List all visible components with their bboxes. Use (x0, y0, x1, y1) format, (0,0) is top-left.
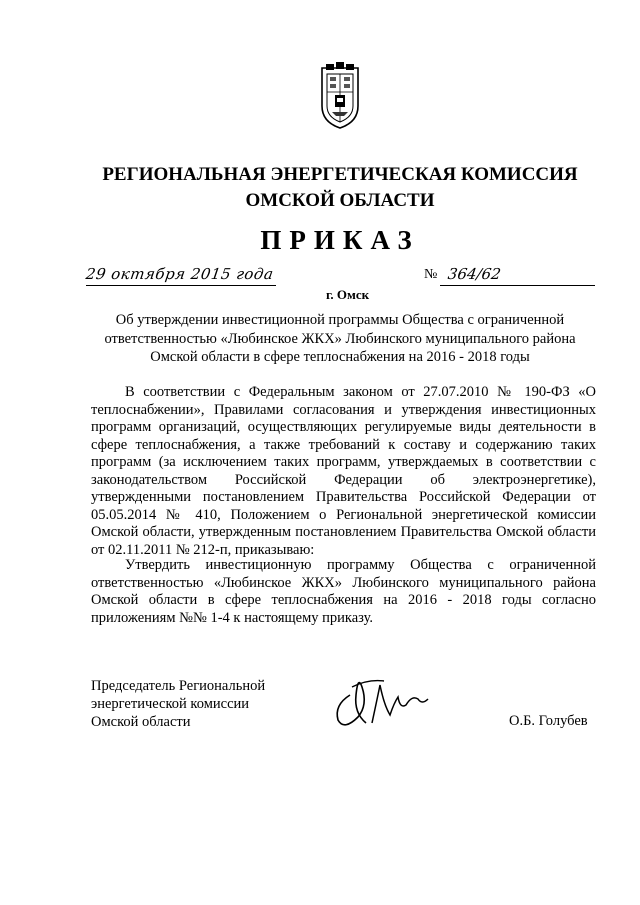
document-date: 29 октября 2015 года (84, 265, 275, 283)
body-paragraph-1: В соответствии с Федеральным законом от 27.07.2010 № 190-ФЗ «О теплоснабжении», Правилами согласования и утверждения инвестиционных программ организаций, осуществляющих регулируемые виды деятельности в сфере теплоснабжения, а также требований к составу и содержанию таких программ (за исключением таких программ, утверждаемых в соответствии с законодательством Российской Федерации об электроэнергетике), утвержденными постановлением Правительства Российской Федерации от 05.05.2014 № 410, Положением о Региональной энергетической комиссии Омской области, утвержденным постановлением Правительства Омской области от 02.11.2011 № 212-п, приказываю: (91, 384, 596, 558)
document-subject: Об утверждении инвестиционной программы Общества с ограниченной ответственностью «Любинское ЖКХ» Любинского муниципального района Омской области в сфере теплоснабжения на 2016 - 2018 годы (104, 312, 576, 365)
signer-position-line2: энергетической комиссии (91, 696, 250, 712)
signer-name: О.Б. Голубев (509, 713, 588, 729)
document-title: ПРИКАЗ (260, 225, 420, 255)
document-number: 364/62 (446, 265, 503, 283)
organization-name-line1: РЕГИОНАЛЬНАЯ ЭНЕРГЕТИЧЕСКАЯ КОМИССИЯ (102, 164, 578, 185)
signer-position (91, 677, 265, 731)
number-label: № (424, 267, 438, 282)
coat-of-arms-emblem (318, 62, 362, 132)
organization-name-line2: ОМСКОЙ ОБЛАСТИ (245, 190, 435, 211)
document-city: г. Омск (326, 287, 370, 302)
number-underline (440, 285, 595, 286)
date-underline (86, 285, 276, 286)
body-paragraph-2: Утвердить инвестиционную программу Общества с ограниченной ответственностью «Любинское ЖКХ» Любинского муниципального района Омской области в сфере теплоснабжения на 2016 - 2018 годы согласно приложениям №№ 1-4 к настоящему приказу. (91, 557, 596, 626)
handwritten-signature (328, 665, 438, 735)
signer-position-line1: Председатель Региональной (91, 678, 266, 694)
signer-position-line3: Омской области (91, 714, 191, 730)
